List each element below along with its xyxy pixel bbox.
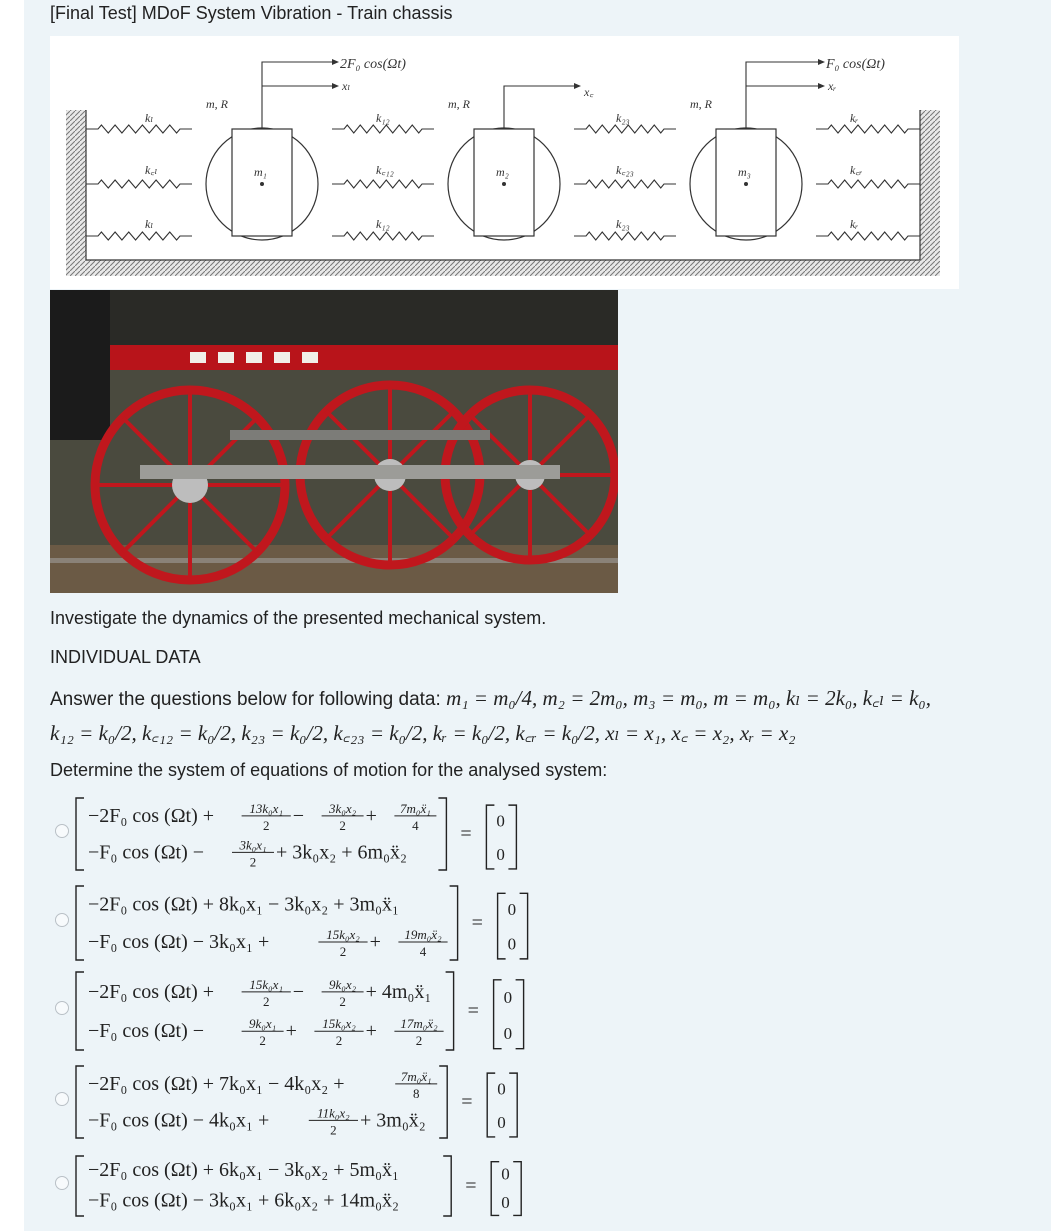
answer-option-4-radio[interactable] xyxy=(55,1092,69,1106)
spring-label-6: k₂₃ xyxy=(616,111,630,125)
right-bracket xyxy=(450,886,458,960)
equals-sign: = xyxy=(471,912,483,934)
fraction-numerator: 11k₀x₂ xyxy=(317,1105,350,1121)
equation-term: + xyxy=(365,804,377,827)
spring-1-1 xyxy=(332,180,434,188)
mass-label-2: m₂ xyxy=(496,165,509,179)
rhs-value-2: 0 xyxy=(497,1112,506,1132)
answer-option-2-radio[interactable] xyxy=(55,913,69,927)
answer-option-2[interactable] xyxy=(72,884,632,967)
data-prefix: Answer the questions below for following data: xyxy=(50,689,441,710)
fraction-numerator: 13k₀x₁ xyxy=(249,800,283,816)
fraction-numerator: 3k₀x₁ xyxy=(239,837,267,853)
intro-text: Investigate the dynamics of the presented mechanical system. xyxy=(50,608,547,628)
fraction-denominator: 8 xyxy=(412,1085,420,1101)
answer-option-3[interactable] xyxy=(72,970,632,1057)
rhs-left-bracket xyxy=(491,1162,499,1216)
equation-term: + 3m₀ẍ₂ xyxy=(360,1109,426,1132)
rhs-value-1: 0 xyxy=(497,1079,506,1099)
left-bracket xyxy=(76,1156,84,1216)
rhs-value-2: 0 xyxy=(496,844,505,864)
left-bracket xyxy=(76,1066,84,1138)
rhs-left-bracket xyxy=(498,893,506,959)
spring-label-3: k₁₂ xyxy=(376,111,390,125)
fraction-numerator: 17m₀ẍ₂ xyxy=(400,1016,438,1032)
fraction-denominator: 2 xyxy=(335,1033,343,1049)
equation-3 xyxy=(72,970,632,1052)
equation-term: + 3k₀x₂ + 6m₀ẍ₂ xyxy=(276,841,408,864)
rhs-left-bracket xyxy=(486,805,494,869)
equation-term: − xyxy=(292,804,305,827)
ground xyxy=(66,260,940,276)
fraction-denominator: 2 xyxy=(415,1033,423,1049)
fraction-denominator: 4 xyxy=(419,943,427,959)
right-bracket xyxy=(438,798,446,870)
x-center-label: x꜀ xyxy=(584,85,594,99)
diagram-svg xyxy=(50,36,959,289)
fraction-numerator: 15k₀x₂ xyxy=(322,1016,356,1032)
mechanical-diagram xyxy=(50,36,959,289)
spring-label-0: kₗ xyxy=(145,111,154,125)
rhs-right-bracket xyxy=(509,1073,517,1137)
rhs-value-2: 0 xyxy=(501,1192,510,1212)
equation-term: + xyxy=(365,1020,377,1043)
right-bracket xyxy=(443,1156,451,1216)
answer-option-3-radio[interactable] xyxy=(55,1001,69,1015)
fraction-denominator: 2 xyxy=(262,817,270,833)
spring-label-4: k꜀₁₂ xyxy=(376,163,394,177)
spring-2-0 xyxy=(574,125,676,133)
spring-0-1 xyxy=(86,180,192,188)
data-values-1: m₁ = m₀/4, m₂ = 2m₀, m₃ = m₀, m = m₀, kₗ = 2k₀, k꜀ₗ = k₀, xyxy=(446,686,931,710)
wheels xyxy=(206,128,802,240)
left-wall xyxy=(66,110,86,276)
fraction-numerator: 15k₀x₁ xyxy=(249,976,283,992)
equation-2 xyxy=(72,884,632,962)
fraction-numerator: 15k₀x₂ xyxy=(326,926,360,942)
rhs-right-bracket xyxy=(508,805,516,869)
individual-data-line-2 xyxy=(50,719,796,747)
answer-option-4[interactable] xyxy=(72,1064,632,1145)
right-bracket xyxy=(439,1066,447,1138)
rhs-right-bracket xyxy=(513,1162,521,1216)
spring-3-0 xyxy=(816,125,920,133)
fraction-denominator: 2 xyxy=(339,943,347,959)
mass-label-3: m₃ xyxy=(738,165,751,179)
rhs-right-bracket xyxy=(520,893,528,959)
mass-radius-label-3: m, R xyxy=(690,97,712,111)
left-bracket xyxy=(76,798,84,870)
x-left-label: xₗ xyxy=(342,79,351,93)
spring-label-8: k₂₃ xyxy=(616,217,630,231)
equation-term: −F₀ cos (Ωt) − 3k₀x₁ + 6k₀x₂ + 14m₀ẍ₂ xyxy=(88,1189,400,1212)
right-bracket xyxy=(446,972,454,1050)
rhs-value-1: 0 xyxy=(503,987,513,1007)
force-arrows xyxy=(262,62,818,129)
answer-option-5-radio[interactable] xyxy=(55,1176,69,1190)
spring-0-0 xyxy=(86,125,192,133)
locomotive-illustration xyxy=(50,290,618,593)
spring-label-10: k꜀ᵣ xyxy=(850,163,863,177)
fraction-numerator: 7m₀ẍ₁ xyxy=(400,1068,432,1084)
rhs-left-bracket xyxy=(487,1073,495,1137)
equation-5 xyxy=(72,1154,632,1218)
force-left-label: 2F₀ cos(Ωt) xyxy=(340,57,406,72)
section-heading: INDIVIDUAL DATA xyxy=(50,647,201,667)
spring-label-2: kₗ xyxy=(145,217,154,231)
force-right-label: F₀ cos(Ωt) xyxy=(826,57,885,72)
spring-1-2 xyxy=(332,232,434,240)
spring-0-2 xyxy=(86,232,192,240)
answer-option-1-radio[interactable] xyxy=(55,824,69,838)
fraction-denominator: 2 xyxy=(262,993,270,1009)
equation-term: −2F₀ cos (Ωt) + xyxy=(88,980,215,1003)
spring-2-1 xyxy=(574,180,676,188)
mass-radius-label-1: m, R xyxy=(206,97,228,111)
equation-1 xyxy=(72,796,632,872)
rhs-value-1: 0 xyxy=(501,1164,510,1184)
rhs-right-bracket xyxy=(516,980,524,1049)
spring-2-2 xyxy=(574,232,676,240)
mass-label-1: m₁ xyxy=(254,165,267,179)
spring-label-1: k꜀ₗ xyxy=(145,163,158,177)
equation-term: −2F₀ cos (Ωt) + 7k₀x₁ − 4k₀x₂ + xyxy=(88,1072,345,1095)
left-bracket xyxy=(76,972,84,1050)
rhs-value-2: 0 xyxy=(507,934,517,954)
fraction-denominator: 4 xyxy=(412,817,419,833)
equation-term: −2F₀ cos (Ωt) + xyxy=(88,804,215,827)
fraction-numerator: 9k₀x₂ xyxy=(329,976,357,992)
equation-term: −2F₀ cos (Ωt) + 8k₀x₁ − 3k₀x₂ + 3m₀ẍ₁ xyxy=(88,893,400,916)
rhs-value-2: 0 xyxy=(503,1023,513,1043)
rhs-value-1: 0 xyxy=(507,900,517,920)
train-chassis-photo xyxy=(50,290,618,593)
fraction-denominator: 2 xyxy=(259,1033,266,1049)
equation-term: + xyxy=(285,1020,297,1043)
fraction-denominator: 2 xyxy=(339,993,346,1009)
equation-term: + xyxy=(369,930,381,953)
spring-label-11: kᵣ xyxy=(850,217,859,231)
individual-data-line-1 xyxy=(50,684,931,712)
equals-sign: = xyxy=(460,823,472,845)
equation-term: −F₀ cos (Ωt) − xyxy=(88,1020,205,1043)
equation-term: + 4m₀ẍ₁ xyxy=(365,980,432,1003)
spring-label-9: kᵣ xyxy=(850,111,859,125)
fraction-denominator: 2 xyxy=(249,854,257,870)
page-title: [Final Test] MDoF System Vibration - Train chassis xyxy=(50,3,453,23)
equals-sign: = xyxy=(461,1091,473,1113)
left-bracket xyxy=(76,886,84,960)
fraction-numerator: 9k₀x₁ xyxy=(249,1016,277,1032)
equals-sign: = xyxy=(465,1175,477,1197)
spring-label-7: k꜀₂₃ xyxy=(616,163,634,177)
equation-4 xyxy=(72,1064,632,1140)
right-wall xyxy=(920,110,940,276)
mass-radius-label-2: m, R xyxy=(448,97,470,111)
rhs-value-1: 0 xyxy=(496,811,505,831)
equation-term: −F₀ cos (Ωt) − 4k₀x₁ + xyxy=(88,1109,270,1132)
equation-term: −F₀ cos (Ωt) − xyxy=(88,841,205,864)
fraction-denominator: 2 xyxy=(330,1122,337,1138)
equation-term: −2F₀ cos (Ωt) + 6k₀x₁ − 3k₀x₂ + 5m₀ẍ₁ xyxy=(88,1158,400,1181)
fraction-numerator: 3k₀x₂ xyxy=(329,800,357,816)
spring-1-0 xyxy=(332,125,434,133)
answer-option-5[interactable] xyxy=(72,1154,632,1223)
spring-3-2 xyxy=(816,232,920,240)
fraction-numerator: 7m₀ẍ₁ xyxy=(400,800,431,816)
equals-sign: = xyxy=(467,1000,479,1022)
data-values-2: k₁₂ = k₀/2, k꜀₁₂ = k₀/2, k₂₃ = k₀/2, k꜀₂₃ = k₀/2, kᵣ = k₀/2, k꜀ᵣ = k₀/2, xₗ = x₁, x꜀ = x₂, xᵣ = x₂ xyxy=(50,721,796,745)
rhs-left-bracket xyxy=(494,980,502,1049)
equation-term: −F₀ cos (Ωt) − 3k₀x₁ + xyxy=(88,930,270,953)
spring-3-1 xyxy=(816,180,920,188)
equation-term: − xyxy=(292,980,305,1003)
spring-label-5: k₁₂ xyxy=(376,217,390,231)
fraction-numerator: 19m₀ẍ₂ xyxy=(404,926,442,942)
answer-option-1[interactable] xyxy=(72,796,632,877)
x-right-label: xᵣ xyxy=(828,79,837,93)
question-text: Determine the system of equations of motion for the analysed system: xyxy=(50,760,608,780)
fraction-denominator: 2 xyxy=(339,817,346,833)
